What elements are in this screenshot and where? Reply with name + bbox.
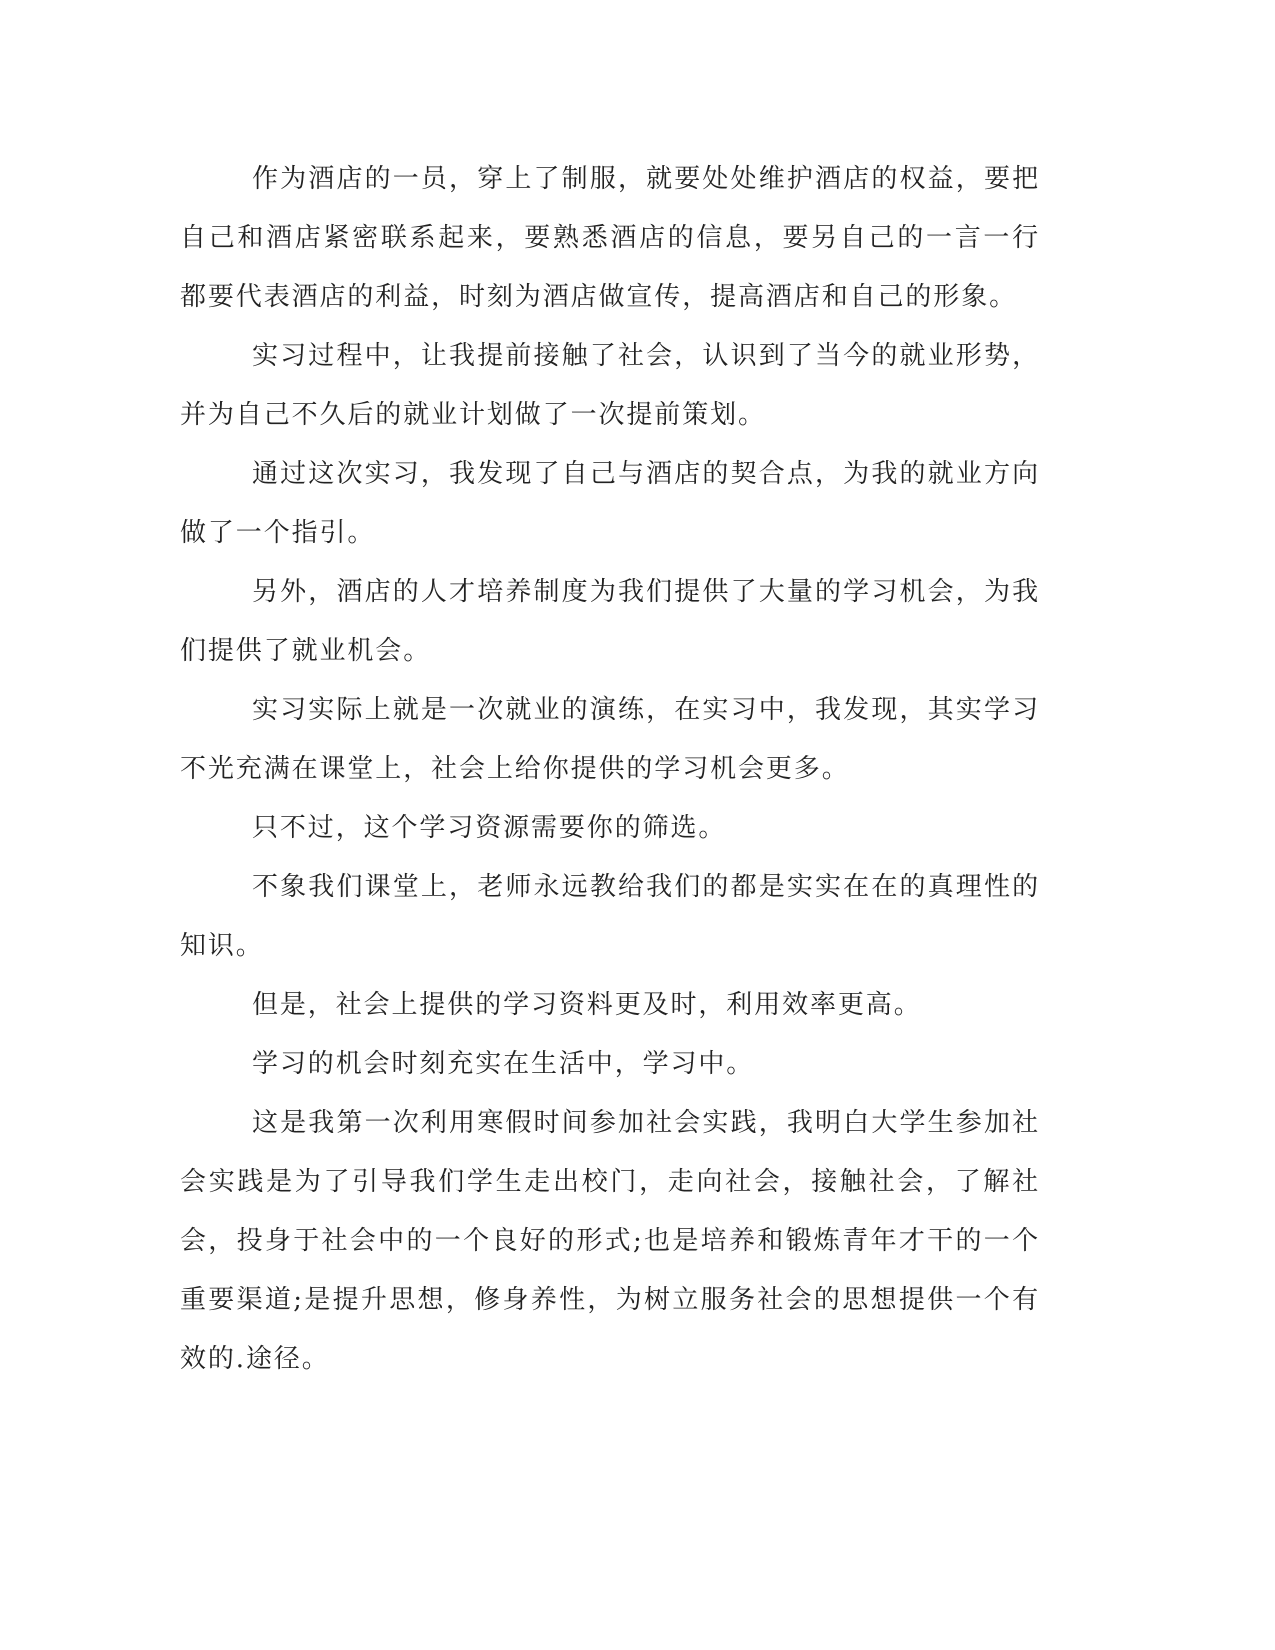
paragraph: 学习的机会时刻充实在生活中，学习中。 bbox=[252, 1049, 755, 1079]
paragraph: 这是我第一次利用寒假时间参加社会实践，我明白大学生参加社会实践是为了引导我们学生走出校门，走向社会，接触社会，了解社会，投身于社会中的一个良好的形式;也是培养和锻炼青年才干的一个重要渠道;是提升思想，修身养性，为树立服务社会的思想提供一个有效的.途径。 bbox=[180, 1108, 1040, 1374]
paragraph: 只不过，这个学习资源需要你的筛选。 bbox=[252, 813, 727, 843]
paragraph: 但是，社会上提供的学习资料更及时，利用效率更高。 bbox=[252, 990, 922, 1020]
paragraph: 实习过程中，让我提前接触了社会，认识到了当今的就业形势，并为自己不久后的就业计划做了一次提前策划。 bbox=[180, 341, 1040, 430]
paragraph: 作为酒店的一员，穿上了制服，就要处处维护酒店的权益，要把自己和酒店紧密联系起来，要熟悉酒店的信息，要另自己的一言一行都要代表酒店的利益，时刻为酒店做宣传，提高酒店和自己的形象。 bbox=[180, 164, 1040, 312]
paragraph: 另外，酒店的人才培养制度为我们提供了大量的学习机会，为我们提供了就业机会。 bbox=[180, 577, 1040, 666]
paragraph: 实习实际上就是一次就业的演练，在实习中，我发现，其实学习不光充满在课堂上，社会上给你提供的学习机会更多。 bbox=[180, 695, 1040, 784]
paragraph: 不象我们课堂上，老师永远教给我们的都是实实在在的真理性的知识。 bbox=[180, 872, 1040, 961]
paragraph: 通过这次实习，我发现了自己与酒店的契合点，为我的就业方向做了一个指引。 bbox=[180, 459, 1040, 548]
document-body bbox=[180, 150, 1040, 1389]
